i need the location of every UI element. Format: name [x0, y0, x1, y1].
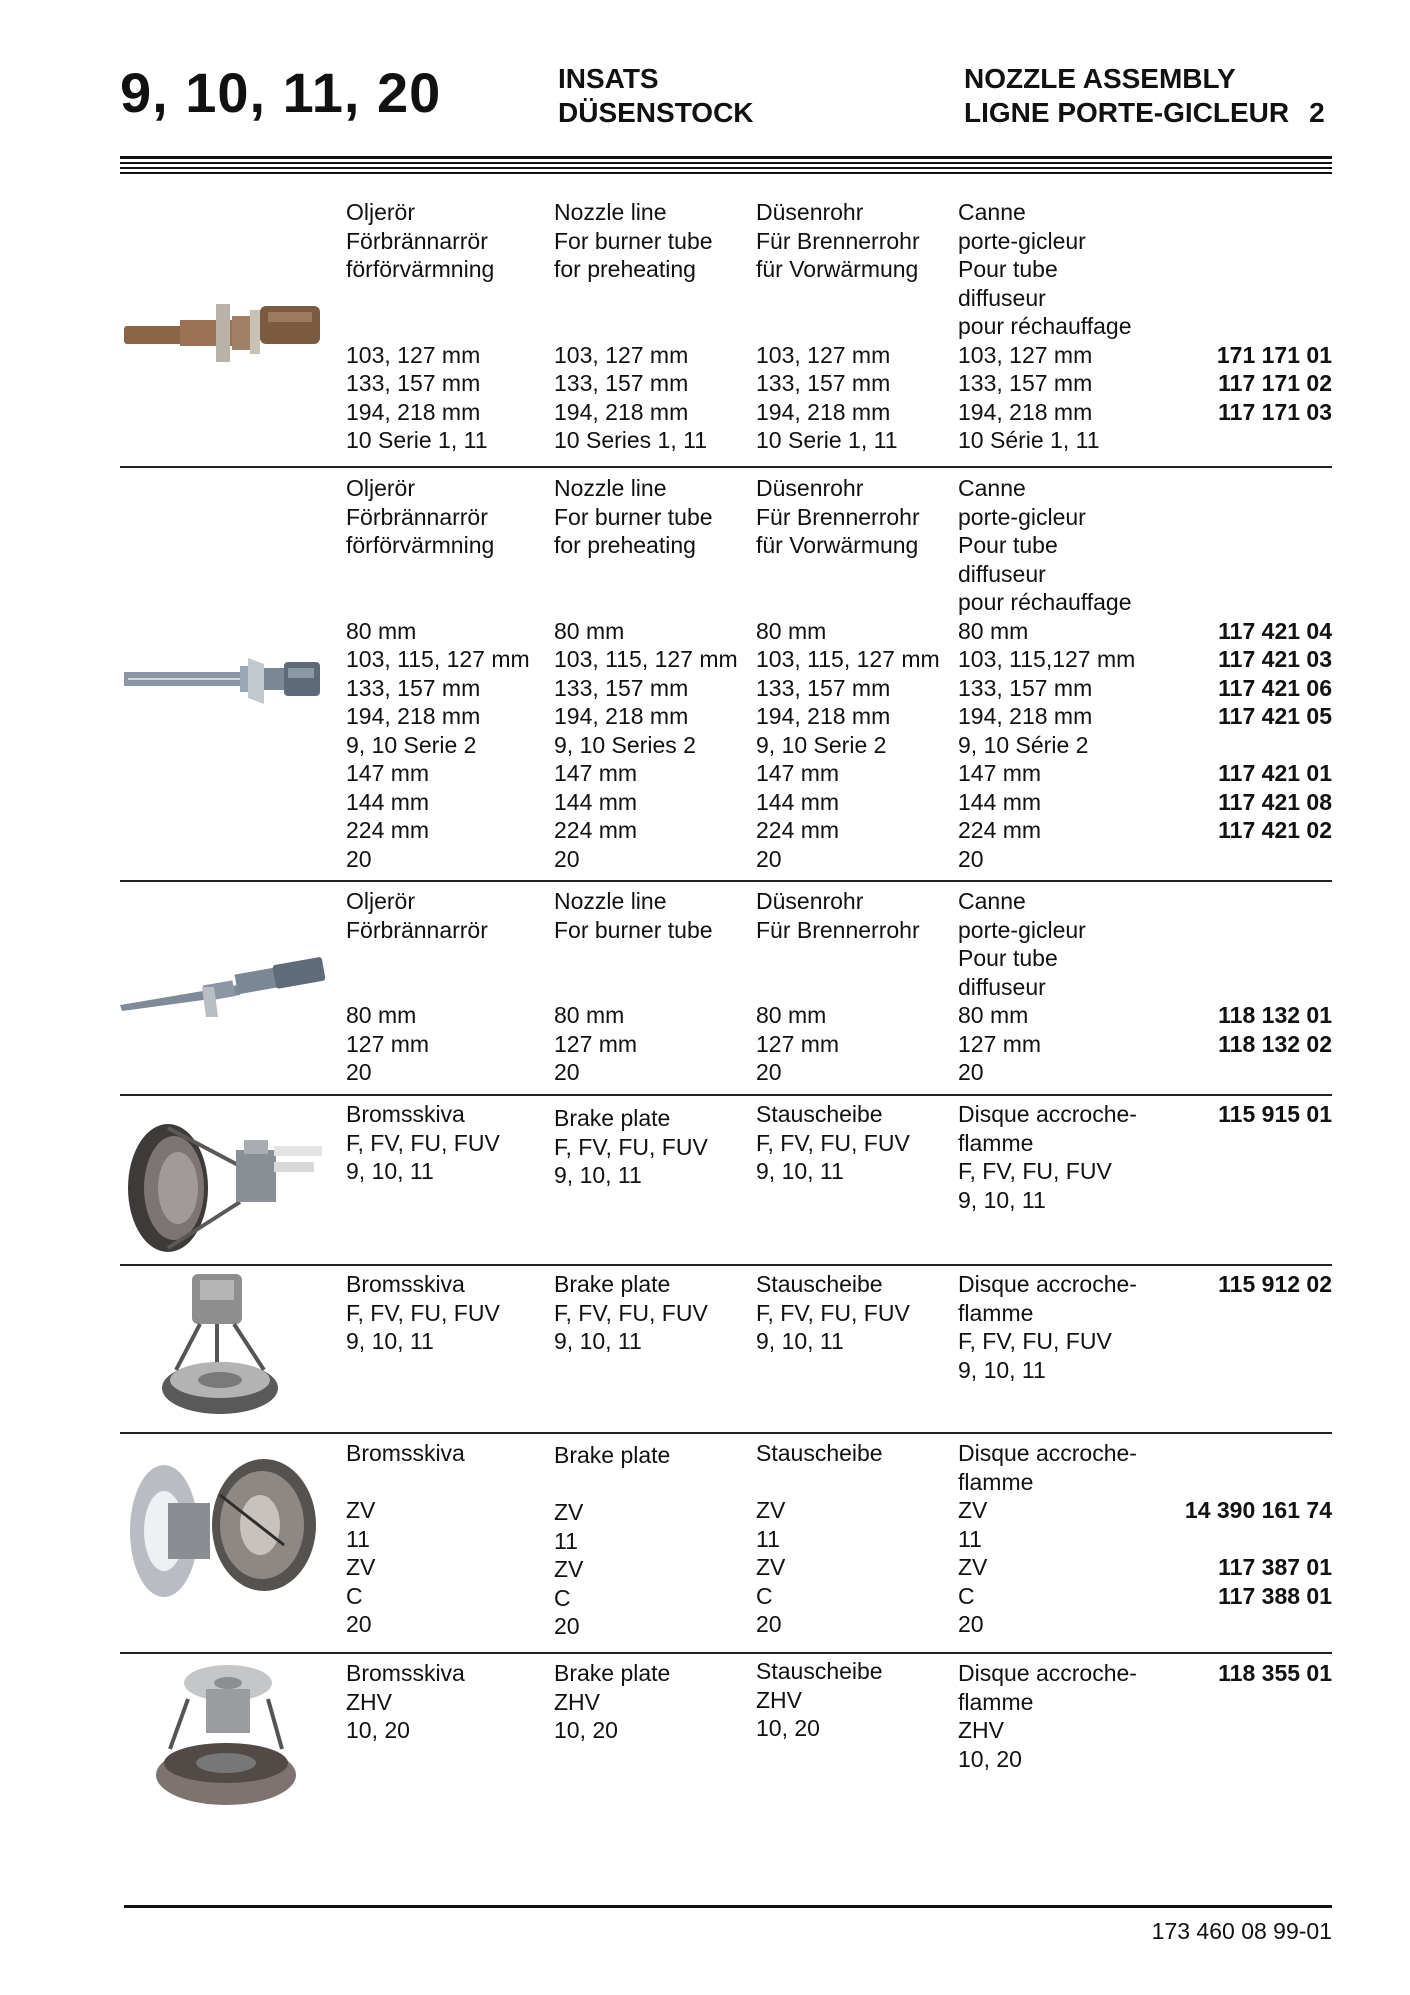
desc-english: Nozzle line For burner tube 80 mm 127 mm 20: [554, 888, 713, 1085]
header-rule: [120, 167, 1332, 169]
brake-plate-side-icon: [120, 1110, 326, 1256]
part-numbers: 14 390 161 74 117 387 01 117 388 01: [1184, 1497, 1332, 1609]
desc-french: Disque accroche- flamme ZV 11 ZV C 20: [958, 1440, 1137, 1637]
header-title-sv-de: [558, 62, 754, 130]
title-german: DÜSENSTOCK: [558, 97, 754, 128]
desc-french: Disque accroche- flamme F, FV, FU, FUV 9, 10, 11: [958, 1101, 1137, 1213]
desc-german: Düsenrohr Für Brennerrohr 80 mm 127 mm 20: [756, 888, 920, 1085]
row-divider: [120, 1432, 1332, 1434]
desc-english: Nozzle line For burner tube for preheating 80 mm 103, 115, 127 mm 133, 157 mm 194, 218 mm 9, 10 Series 2 147 mm 144 mm 224 mm 20: [554, 475, 738, 872]
row-divider: [120, 466, 1332, 468]
desc-german: Düsenrohr Für Brennerrohr für Vorwärmung 80 mm 103, 115, 127 mm 133, 157 mm 194, 218 mm 9, 10 Serie 2 147 mm 144 mm 224 mm 20: [756, 475, 940, 872]
desc-english: Brake plate ZV 11 ZV C 20: [554, 1442, 671, 1639]
desc-german: Stauscheibe ZV 11 ZV C 20: [756, 1440, 883, 1637]
desc-english: Nozzle line For burner tube for preheating 103, 127 mm 133, 157 mm 194, 218 mm 10 Series 1, 11: [554, 199, 713, 453]
desc-swedish: Oljerör Förbrännarrör 80 mm 127 mm 20: [346, 888, 488, 1085]
desc-swedish: Bromsskiva F, FV, FU, FUV 9, 10, 11: [346, 1101, 500, 1184]
desc-french: Canne porte-gicleur Pour tube diffuseur pour réchauffage 80 mm 103, 115,127 mm 133, 157 mm 194, 218 mm 9, 10 Série 2 147 mm 144 mm 224 mm 20: [958, 475, 1136, 872]
header-title-en-fr: [964, 62, 1325, 130]
part-numbers: 115 915 01: [1218, 1101, 1332, 1127]
brake-plate-zv-icon: [124, 1455, 320, 1611]
desc-swedish: Bromsskiva ZHV 10, 20: [346, 1660, 465, 1743]
brake-plate-zhv-icon: [152, 1659, 300, 1809]
part-numbers: 117 421 04 117 421 03 117 421 06 117 421 05 117 421 01 117 421 08 117 421 02: [1218, 617, 1332, 843]
row-divider: [120, 1264, 1332, 1266]
model-numbers-title: 9, 10, 11, 20: [120, 61, 442, 124]
title-english: NOZZLE ASSEMBLY: [964, 63, 1236, 94]
header-rule: [120, 162, 1332, 164]
desc-swedish: Oljerör Förbrännarrör förförvärmning 103, 127 mm 133, 157 mm 194, 218 mm 10 Serie 1, 11: [346, 199, 495, 453]
desc-french: Disque accroche- flamme F, FV, FU, FUV 9, 10, 11: [958, 1271, 1137, 1383]
desc-english: Brake plate ZHV 10, 20: [554, 1660, 671, 1743]
page-number: 2: [1309, 97, 1325, 128]
title-swedish: INSATS: [558, 63, 659, 94]
brake-plate-legs-icon: [160, 1270, 290, 1420]
desc-german: Stauscheibe F, FV, FU, FUV 9, 10, 11: [756, 1101, 910, 1184]
desc-swedish: Bromsskiva F, FV, FU, FUV 9, 10, 11: [346, 1271, 500, 1354]
desc-french: Canne porte-gicleur Pour tube diffuseur 80 mm 127 mm 20: [958, 888, 1086, 1085]
part-numbers: 171 171 01 117 171 02 117 171 03: [1216, 341, 1332, 425]
header-rule: [120, 172, 1332, 174]
row-divider: [120, 1094, 1332, 1096]
header-rule: [120, 156, 1332, 159]
title-french: LIGNE PORTE-GICLEUR: [964, 97, 1290, 128]
desc-german: Stauscheibe F, FV, FU, FUV 9, 10, 11: [756, 1271, 910, 1354]
row-divider: [120, 1652, 1332, 1654]
nozzle-line-long-icon: [118, 953, 328, 1033]
desc-french: Canne porte-gicleur Pour tube diffuseur pour réchauffage 103, 127 mm 133, 157 mm 194, 218 mm 10 Série 1, 11: [958, 199, 1132, 453]
footer-rule: [124, 1905, 1332, 1908]
part-numbers: 115 912 02: [1218, 1271, 1332, 1297]
part-numbers: 118 355 01: [1218, 1660, 1332, 1686]
desc-french: Disque accroche- flamme ZHV 10, 20: [958, 1660, 1137, 1772]
nozzle-line-steel-icon: [122, 644, 328, 720]
desc-swedish: Oljerör Förbrännarrör förförvärmning 80 mm 103, 115, 127 mm 133, 157 mm 194, 218 mm 9, 10 Serie 2 147 mm 144 mm 224 mm 20: [346, 475, 530, 872]
desc-swedish: Bromsskiva ZV 11 ZV C 20: [346, 1440, 465, 1637]
desc-german: Stauscheibe ZHV 10, 20: [756, 1658, 883, 1741]
desc-german: Düsenrohr Für Brennerrohr für Vorwärmung 103, 127 mm 133, 157 mm 194, 218 mm 10 Serie 1, 11: [756, 199, 920, 453]
row-divider: [120, 880, 1332, 882]
document-number: 173 460 08 99-01: [1151, 1918, 1332, 1944]
desc-english: Brake plate F, FV, FU, FUV 9, 10, 11: [554, 1105, 708, 1188]
part-numbers: 118 132 01 118 132 02: [1218, 1002, 1332, 1057]
nozzle-line-copper-icon: [120, 286, 326, 366]
desc-english: Brake plate F, FV, FU, FUV 9, 10, 11: [554, 1271, 708, 1354]
